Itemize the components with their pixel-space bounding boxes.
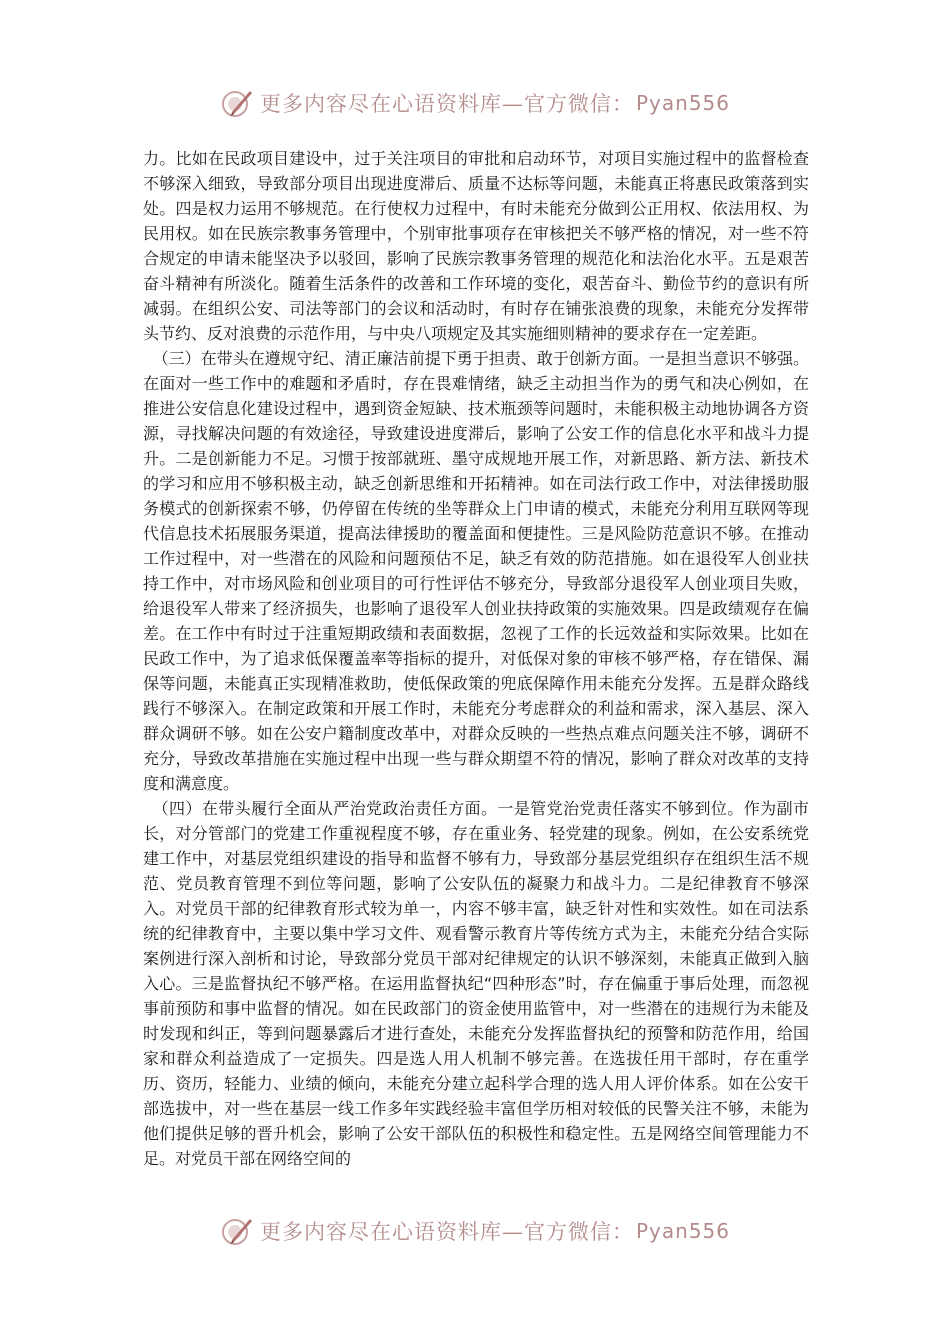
wechat-id: Pyan556 — [635, 91, 730, 115]
pen-logo-icon — [220, 1214, 254, 1248]
paragraph: （三）在带头在遵规守纪、清正廉洁前提下勇于担责、敢于创新方面。一是担当意识不够强。在面对一些工作中的难题和矛盾时，存在畏难情绪，缺乏主动担当作为的勇气和决心例如，在推进公安信息化建设过程中，遇到资金短缺、技术瓶颈等问题时，未能积极主动地协调各方资源，寻找解决问题的有效途径，导致建设进度滞后，影响了公安工作的信息化水平和战斗力提升。二是创新能力不足。习惯于按部就班、墨守成规地开展工作，对新思路、新方法、新技术的学习和应用不够积极主动，缺乏创新思维和开拓精神。如在司法行政工作中，对法律援助服务模式的创新探索不够，仍停留在传统的坐等群众上门申请的模式，未能充分利用互联网等现代信息技术拓展服务渠道，提高法律援助的覆盖面和便捷性。三是风险防范意识不够。在推动工作过程中，对一些潜在的风险和问题预估不足，缺乏有效的防范措施。如在退役军人创业扶持工作中，对市场风险和创业项目的可行性评估不够充分，导致部分退役军人创业项目失败，给退役军人带来了经济损失，也影响了退役军人创业扶持政策的实施效果。四是政绩观存在偏差。在工作中有时过于注重短期政绩和表面数据，忽视了工作的长远效益和实际效果。比如在民政工作中，为了追求低保覆盖率等指标的提升，对低保对象的审核不够严格，存在错保、漏保等问题，未能真正实现精准救助，使低保政策的兜底保障作用未能充分发挥。五是群众路线践行不够深入。在制定政策和开展工作时，未能充分考虑群众的利益和需求，深入基层、深入群众调研不够。如在公安户籍制度改革中，对群众反映的一些热点难点问题关注不够，调研不充分，导致改革措施在实施过程中出现一些与群众期望不符的情况，影响了群众对改革的支持度和满意度。 — [143, 349, 809, 793]
header-watermark-banner — [0, 83, 950, 123]
paragraph: 力。比如在民政项目建设中，过于关注项目的审批和启动环节，对项目实施过程中的监督检查不够深入细致，导致部分项目出现进度滞后、质量不达标等问题，未能真正将惠民政策落到实处。四是权力运用不够规范。在行使权力过程中，有时未能充分做到公正用权、依法用权、为民用权。如在民族宗教事务管理中，个别审批事项存在审核把关不够严格的情况，对一些不符合规定的申请未能坚决予以驳回，影响了民族宗教事务管理的规范化和法治化水平。五是艰苦奋斗精神有所淡化。随着生活条件的改善和工作环境的变化，艰苦奋斗、勤俭节约的意识有所减弱。在组织公安、司法等部门的会议和活动时，有时存在铺张浪费的现象，未能充分发挥带头节约、反对浪费的示范作用，与中央八项规定及其实施细则精神的要求存在一定差距。 — [143, 149, 809, 343]
pen-logo-icon — [220, 86, 254, 120]
wechat-id: Pyan556 — [635, 1219, 730, 1243]
paragraph: （四）在带头履行全面从严治党政治责任方面。一是管党治党责任落实不够到位。作为副市长，对分管部门的党建工作重视程度不够，存在重业务、轻党建的现象。例如，在公安系统党建工作中，对基层党组织建设的指导和监督不够有力，导致部分基层党组织存在组织生活不规范、党员教育管理不到位等问题，影响了公安队伍的凝聚力和战斗力。二是纪律教育不够深入。对党员干部的纪律教育形式较为单一，内容不够丰富，缺乏针对性和实效性。如在司法系统的纪律教育中，主要以集中学习文件、观看警示教育片等传统方式为主，未能充分结合实际案例进行深入剖析和讨论，导致部分党员干部对纪律规定的认识不够深刻，未能真正做到入脑入心。三是监督执纪不够严格。在运用监督执纪“四种形态”时，存在偏重于事后处理，而忽视事前预防和事中监督的情况。如在民政部门的资金使用监管中，对一些潜在的违规行为未能及时发现和纠正，等到问题暴露后才进行查处，未能充分发挥监督执纪的预警和防范作用，给国家和群众利益造成了一定损失。四是选人用人机制不够完善。在选拔任用干部时，存在重学历、资历，轻能力、业绩的倾向，未能充分建立起科学合理的选人用人评价体系。如在公安干部选拔中，对一些在基层一线工作多年实践经验丰富但学历相对较低的民警关注不够，未能为他们提供足够的晋升机会，影响了公安干部队伍的积极性和稳定性。五是网络空间管理能力不足。对党员干部在网络空间的 — [143, 799, 809, 1168]
footer-watermark-banner — [0, 1211, 950, 1251]
banner-text: 更多内容尽在心语资料库—官方微信： — [259, 1220, 634, 1244]
document-body — [143, 146, 809, 1171]
banner-text: 更多内容尽在心语资料库—官方微信： — [259, 92, 634, 116]
